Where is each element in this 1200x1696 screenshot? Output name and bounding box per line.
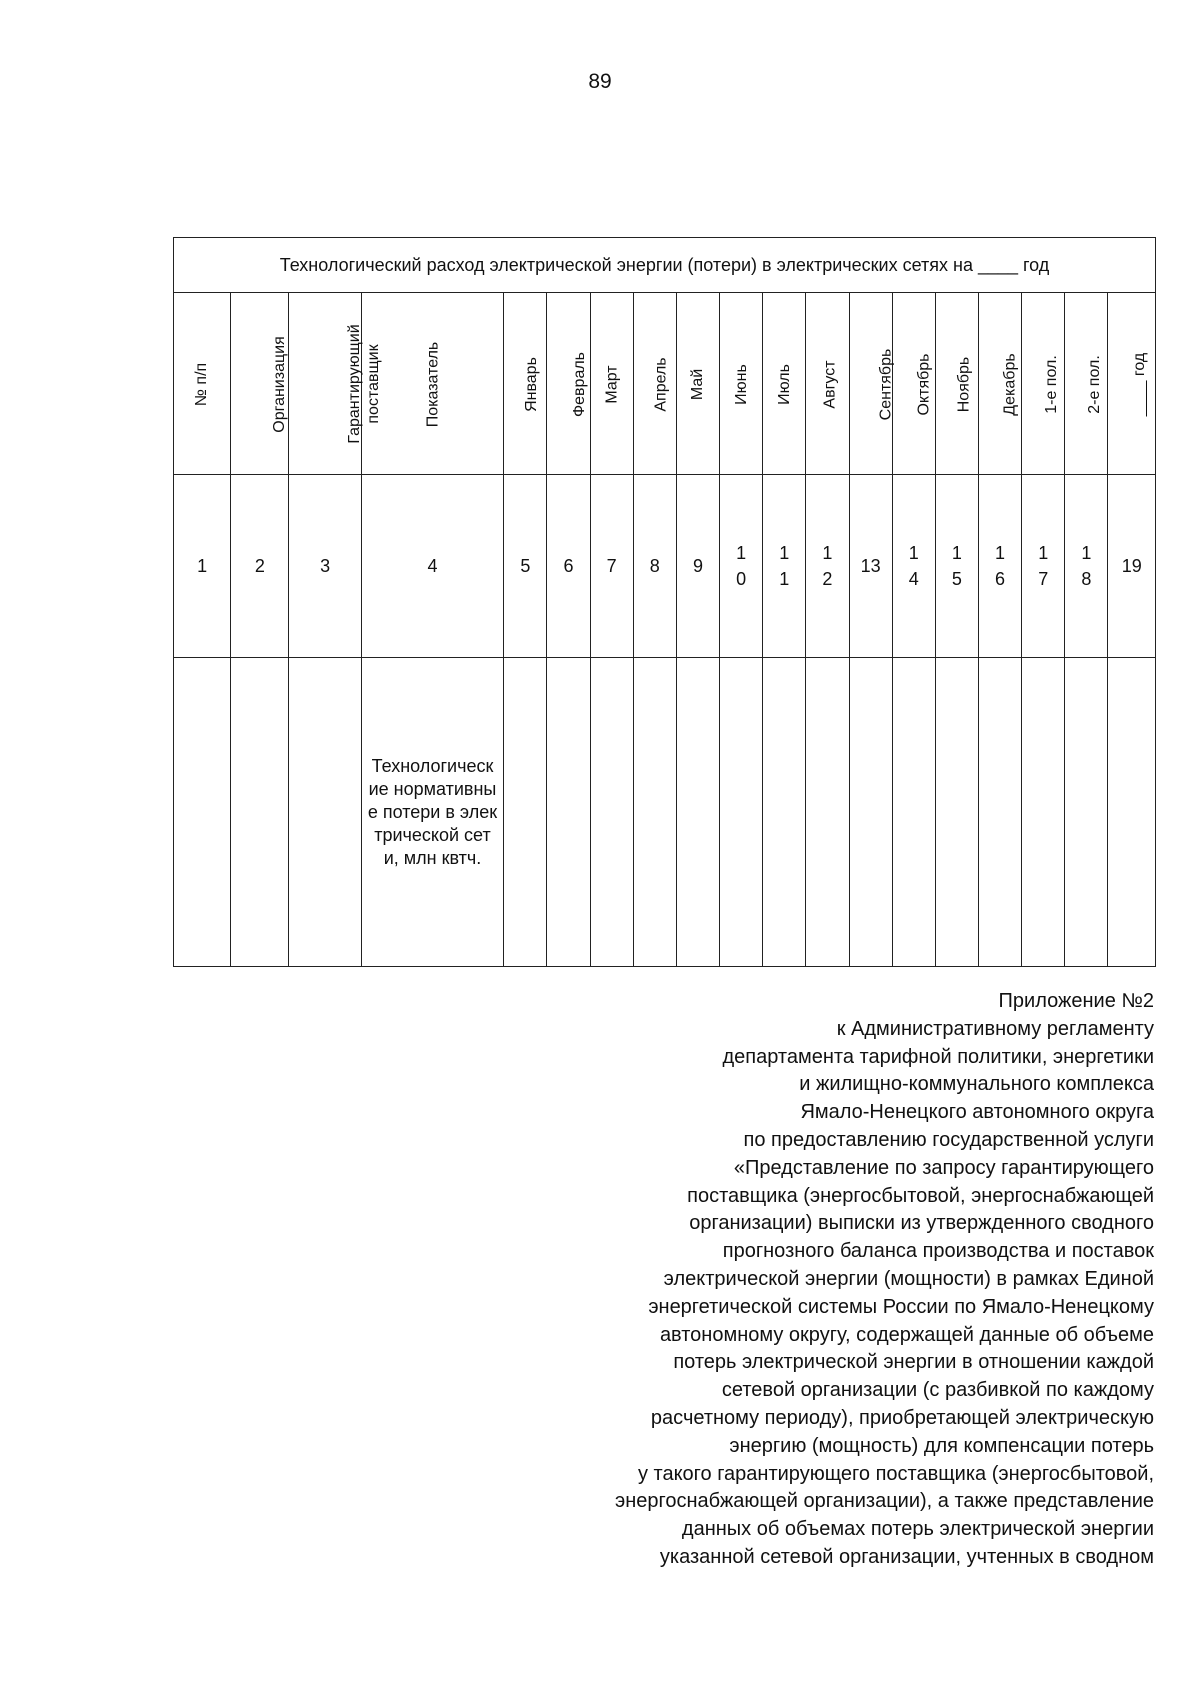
data-cell (720, 658, 763, 967)
number-cell: 19 (1108, 475, 1156, 658)
indicator-cell: Технологические нормативные потери в электрической сети, млн квтч. (361, 658, 504, 967)
number-cell: 1 (174, 475, 231, 658)
number-cell: 8 (633, 475, 676, 658)
number-cell: 7 (590, 475, 633, 658)
data-cell (504, 658, 547, 967)
header-cell: 1-е пол. (1022, 293, 1065, 475)
data-cell (547, 658, 590, 967)
data-cell (1022, 658, 1065, 967)
header-cell: № п/п (174, 293, 231, 475)
header-cell: Сентябрь (849, 293, 892, 475)
number-cell: 16 (978, 475, 1021, 658)
page-number: 89 (588, 70, 612, 93)
number-cell: 2 (231, 475, 289, 658)
number-cell: 15 (935, 475, 978, 658)
header-cell: ____ год (1108, 293, 1156, 475)
appendix-line: «Представление по запросу гарантирующего (733, 1156, 1154, 1179)
data-cell (231, 658, 289, 967)
table-title: Технологический расход электрической энергии (потери) в электрических сетях на ____ год (174, 238, 1156, 293)
header-cell: Апрель (633, 293, 676, 475)
appendix-line: департамента тарифной политики, энергетики (722, 1045, 1154, 1068)
header-cell: Октябрь (892, 293, 935, 475)
data-cell (763, 658, 806, 967)
appendix-line: энергетической системы России по Ямало-Ненецкому (648, 1295, 1154, 1318)
number-cell: 5 (504, 475, 547, 658)
appendix-line: указанной сетевой организации, учтенных в сводном (659, 1545, 1154, 1568)
data-cell (978, 658, 1021, 967)
appendix-line: расчетному периоду), приобретающей электрическую (650, 1406, 1154, 1429)
header-cell: Февраль (547, 293, 590, 475)
header-row (174, 293, 1156, 475)
appendix-line: организации) выписки из утвержденного сводного (689, 1212, 1154, 1235)
appendix-line: поставщика (энергосбытовой, энергоснабжающей (687, 1184, 1154, 1207)
appendix-line: энергию (мощность) для компенсации потерь (729, 1434, 1154, 1457)
number-cell: 13 (849, 475, 892, 658)
header-cell: Май (676, 293, 719, 475)
data-cell (676, 658, 719, 967)
appendix-line: по предоставлению государственной услуги (743, 1128, 1154, 1151)
appendix-line: Ямало-Ненецкого автономного округа (800, 1101, 1154, 1124)
data-cell (633, 658, 676, 967)
appendix-line: автономному округу, содержащей данные об объеме (659, 1323, 1154, 1346)
number-cell: 3 (289, 475, 361, 658)
number-cell: 12 (806, 475, 849, 658)
number-cell: 4 (361, 475, 504, 658)
header-cell: Июль (763, 293, 806, 475)
number-cell: 14 (892, 475, 935, 658)
appendix-line: Приложение №2 (998, 990, 1154, 1012)
data-cell (935, 658, 978, 967)
data-cell (892, 658, 935, 967)
appendix-line: к Административному регламенту (836, 1017, 1154, 1040)
header-cell: Август (806, 293, 849, 475)
number-cell: 18 (1065, 475, 1108, 658)
appendix-line: сетевой организации (с разбивкой по каждому (721, 1379, 1154, 1402)
header-cell: Март (590, 293, 633, 475)
header-cell: Показатель (361, 293, 504, 475)
number-cell: 17 (1022, 475, 1065, 658)
appendix-line: потерь электрической энергии в отношении каждой (673, 1351, 1154, 1374)
appendix-line: и жилищно-коммунального комплекса (799, 1073, 1154, 1096)
data-row (174, 658, 1156, 967)
header-cell: Январь (504, 293, 547, 475)
header-cell: Организация (231, 293, 289, 475)
header-cell: Гарантирующий поставщик (289, 293, 361, 475)
header-cell: Июнь (720, 293, 763, 475)
data-cell (806, 658, 849, 967)
number-cell: 6 (547, 475, 590, 658)
number-cell: 9 (676, 475, 719, 658)
data-cell (1108, 658, 1156, 967)
data-cell (590, 658, 633, 967)
number-cell: 11 (763, 475, 806, 658)
appendix-line: прогнозного баланса производства и поставок (722, 1240, 1154, 1263)
header-cell: 2-е пол. (1065, 293, 1108, 475)
number-cell: 10 (720, 475, 763, 658)
appendix-line: данных об объемах потерь электрической энергии (681, 1518, 1154, 1541)
losses-table (173, 237, 1156, 967)
column-number-row (174, 475, 1156, 658)
appendix-line: у такого гарантирующего поставщика (энергосбытовой, (637, 1462, 1154, 1485)
header-cell: Ноябрь (935, 293, 978, 475)
data-cell (1065, 658, 1108, 967)
appendix-line: энергоснабжающей организации), а также представление (615, 1490, 1154, 1513)
data-cell (849, 658, 892, 967)
appendix-heading (434, 988, 1154, 1572)
data-cell (174, 658, 231, 967)
appendix-line: электрической энергии (мощности) в рамках Единой (663, 1267, 1154, 1290)
header-cell: Декабрь (978, 293, 1021, 475)
data-cell (289, 658, 361, 967)
